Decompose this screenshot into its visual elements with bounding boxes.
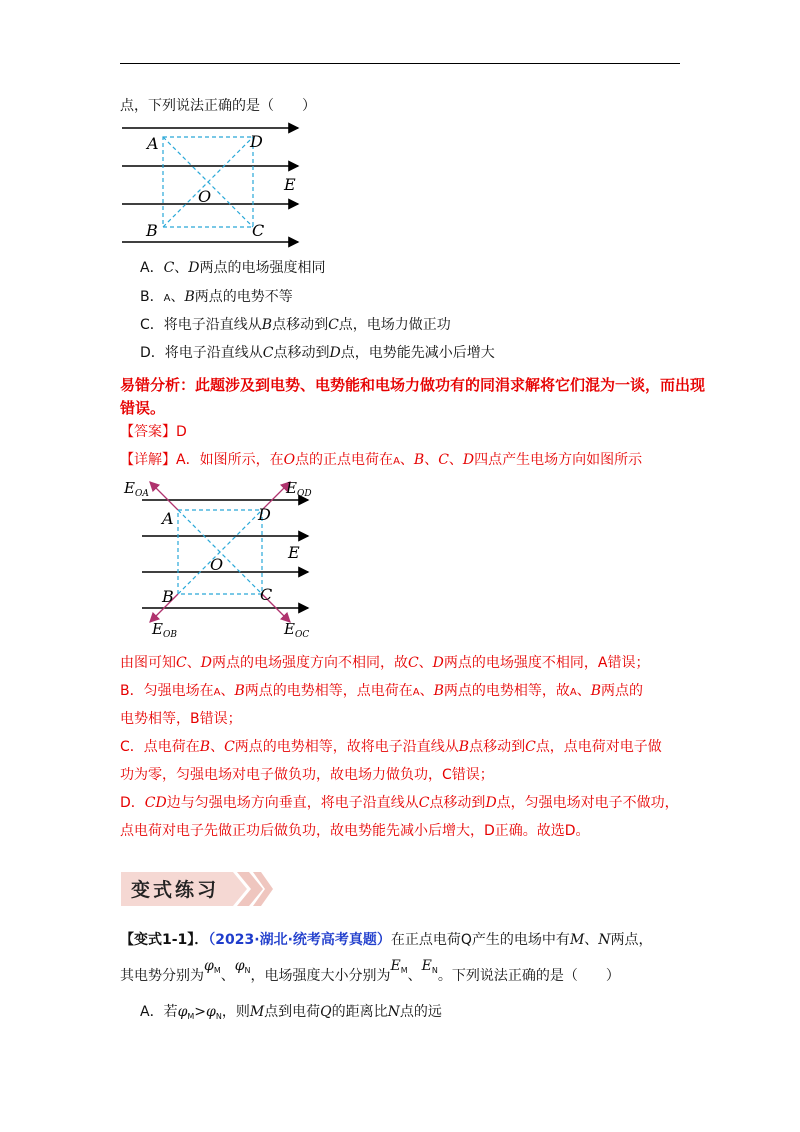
variant-line-2: 其电势分别为$\varphi_M$、$\varphi_N$，电场强度大小分别为$E_M$、$E_N$。下列说法正确的是（ ） <box>120 958 620 984</box>
figure-2 <box>118 476 328 646</box>
label-e-ob: $E_{OB}$ <box>152 620 177 640</box>
solution-line-4: C．点电荷在B、C两点的电势相等，故将电子沿直线从B点移动到C点，点电荷对电子做 <box>120 739 662 755</box>
option-b: B．A、B两点的电势不等 <box>140 289 293 305</box>
option-a: A．C、D两点的电场强度相同 <box>140 260 326 276</box>
label-e-oa: $E_{OA}$ <box>124 479 149 499</box>
label-e-oc: $E_{OC}$ <box>284 620 310 640</box>
solution-line-3: 电势相等，B错误； <box>120 711 242 727</box>
label-c: C <box>260 585 273 604</box>
solution-line-6: D．CD边与匀强电场方向垂直，将电子沿直线从C点移动到D点，匀强电场对电子不做功， <box>120 795 679 811</box>
label-e-od: $E_{OD}$ <box>286 479 312 499</box>
arrow-e-oa <box>150 482 178 510</box>
label-d: D <box>250 132 263 151</box>
detail-line: 【详解】A．如图所示，在O点的正点电荷在A、B、C、D四点产生电场方向如图所示 <box>120 452 643 468</box>
option-d: D．将电子沿直线从C点移动到D点，电势能先减小后增大 <box>140 345 495 361</box>
variant-line-1: 【变式1-1】．（2023·湖北·统考高考真题）在正点电荷Q产生的电场中有M、N两点， <box>120 932 653 948</box>
variant-practice-banner <box>121 870 273 908</box>
figure-1 <box>118 118 318 248</box>
label-a: A <box>162 509 174 528</box>
label-o: O <box>210 555 224 574</box>
header-rule <box>120 63 680 64</box>
label-e: E <box>288 543 300 562</box>
solution-line-1: 由图可知C、D两点的电场强度方向不相同，故C、D两点的电场强度不相同，A错误； <box>120 655 650 671</box>
error-analysis-line-2: 错误。 <box>120 399 166 417</box>
label-b: B <box>162 587 174 606</box>
label-c: C <box>252 221 265 240</box>
label-e: E <box>284 175 296 194</box>
solution-line-5: 功为零，匀强电场对电子做负功，故电场力做负功，C错误； <box>120 767 494 783</box>
label-o: O <box>198 187 212 206</box>
question-tail: 点，下列说法正确的是（ ） <box>120 98 316 114</box>
solution-line-7: 点电荷对电子先做正功后做负功，故电势能先减小后增大，D正确。故选D。 <box>120 823 590 839</box>
solution-line-2: B．匀强电场在A、B两点的电势相等，点电荷在A、B两点的电势相等，故A、B两点的 <box>120 683 644 699</box>
label-b: B <box>146 221 158 240</box>
label-a: A <box>147 134 159 153</box>
variant-option-a: A．若$\varphi_M>\varphi_N$，则M点到电荷Q的距离比N点的远 <box>140 1004 442 1021</box>
label-d: D <box>258 505 271 524</box>
banner-title: 变式练习 <box>131 879 220 901</box>
error-analysis-line-1: 易错分析：此题涉及到电势、电势能和电场力做功有的同涓求解将它们混为一谈，而出现 <box>120 376 706 394</box>
answer: 【答案】D <box>120 424 187 440</box>
option-c: C．将电子沿直线从B点移动到C点，电场力做正功 <box>140 317 451 333</box>
